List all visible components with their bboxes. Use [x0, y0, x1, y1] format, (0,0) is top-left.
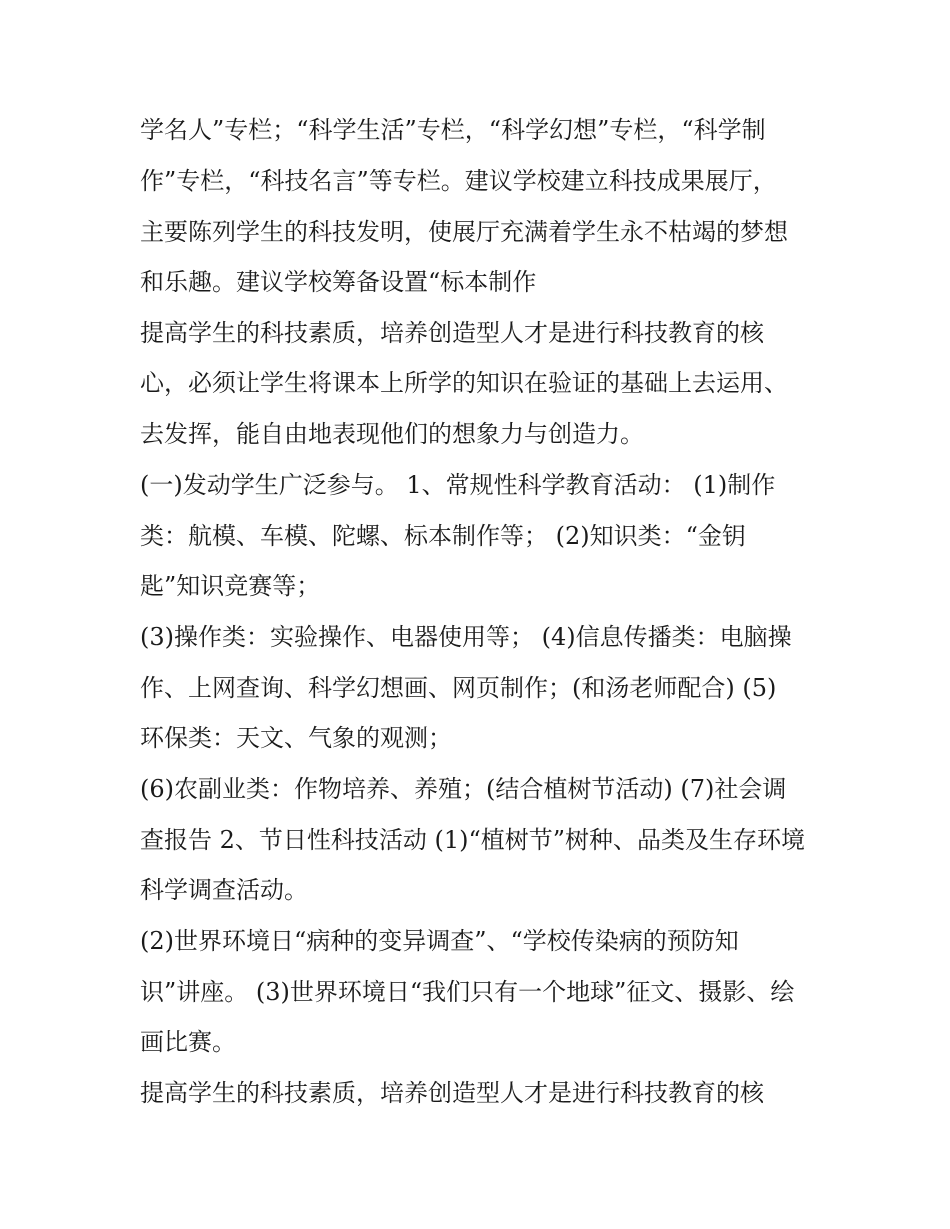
text-line: 和乐趣。建议学校筹备设置“标本制作: [140, 268, 537, 296]
text-line: 识”讲座。 (3)世界环境日“我们只有一个地球”征文、摄影、绘: [140, 978, 795, 1006]
text-line: 主要陈列学生的科技发明，使展厅充满着学生永不枯竭的梦想: [140, 218, 788, 246]
text-line: 科学调查活动。: [140, 876, 308, 904]
text-line: 查报告 2、节日性科技活动 (1)“植树节”树种、品类及生存环境: [140, 826, 806, 854]
text-line: 作”专栏，“科技名言”等专栏。建议学校建立科技成果展厅，: [140, 167, 777, 195]
text-line: 环保类：天文、气象的观测；: [140, 724, 452, 752]
text-line: 提高学生的科技素质，培养创造型人才是进行科技教育的核: [140, 1079, 764, 1107]
text-line: (一)发动学生广泛参与。 1、常规性科学教育活动： (1)制作: [140, 471, 776, 499]
text-line: 匙”知识竞赛等；: [140, 572, 321, 600]
text-line: 作、上网查询、科学幻想画、网页制作；(和汤老师配合) (5): [140, 674, 777, 702]
text-line: 去发挥，能自由地表现他们的想象力与创造力。: [140, 420, 644, 448]
text-line: 提高学生的科技素质，培养创造型人才是进行科技教育的核: [140, 319, 764, 347]
text-line: (3)操作类：实验操作、电器使用等； (4)信息传播类：电脑操: [140, 623, 792, 651]
text-line: 画比赛。: [140, 1028, 236, 1056]
text-line: (2)世界环境日“病种的变异调查”、“学校传染病的预防知: [140, 927, 739, 955]
text-line: 学名人”专栏；“科学生活”专栏，“科学幻想”专栏，“科学制: [140, 116, 766, 144]
text-line: 心，必须让学生将课本上所学的知识在验证的基础上去运用、: [140, 369, 788, 397]
text-line: 类：航模、车模、陀螺、标本制作等； (2)知识类：“金钥: [140, 522, 746, 550]
text-line: (6)农副业类：作物培养、养殖；(结合植树节活动) (7)社会调: [140, 775, 787, 803]
